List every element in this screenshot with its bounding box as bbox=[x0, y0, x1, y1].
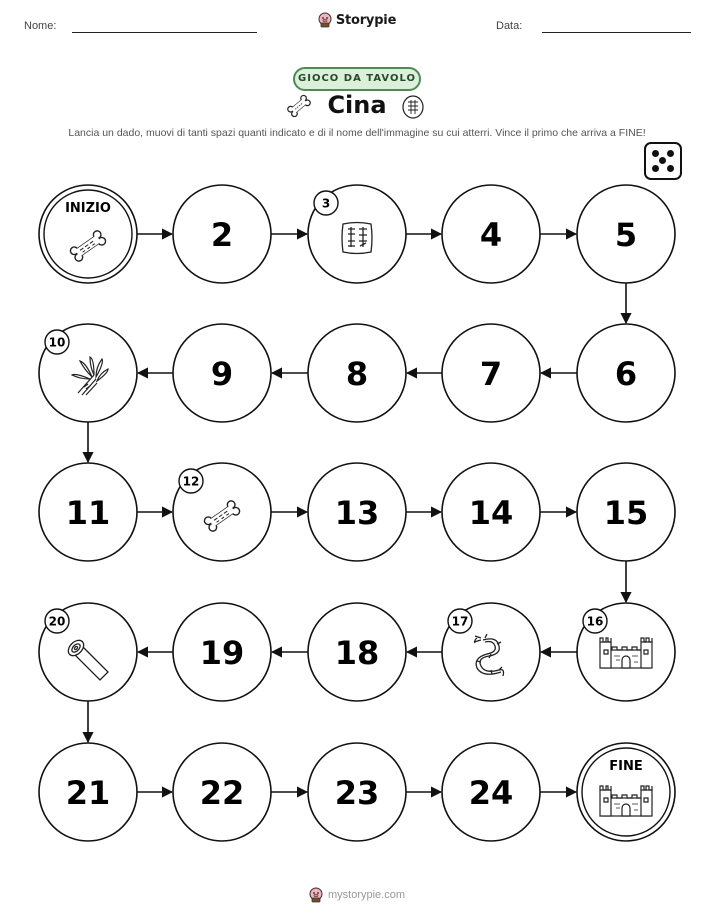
space-number: 24 bbox=[468, 774, 514, 812]
board-space-11[interactable] bbox=[39, 463, 137, 561]
space-number: 13 bbox=[334, 494, 380, 532]
space-number: 7 bbox=[479, 355, 503, 393]
game-type-badge: GIOCO DA TAVOLO bbox=[293, 67, 421, 91]
board-space-19[interactable] bbox=[173, 603, 271, 701]
board-space-25[interactable] bbox=[577, 743, 675, 841]
space-number: 14 bbox=[468, 494, 514, 532]
board-space-9[interactable] bbox=[173, 324, 271, 422]
board-space-13[interactable] bbox=[308, 463, 406, 561]
space-number: 18 bbox=[334, 634, 380, 672]
board-space-20[interactable] bbox=[39, 603, 137, 701]
space-number: 6 bbox=[614, 355, 638, 393]
space-number: 4 bbox=[479, 216, 503, 254]
board-space-24[interactable] bbox=[442, 743, 540, 841]
space-number: 21 bbox=[65, 774, 111, 812]
footer bbox=[0, 887, 714, 907]
board-space-14[interactable] bbox=[442, 463, 540, 561]
board-space-2[interactable] bbox=[173, 185, 271, 283]
board-space-23[interactable] bbox=[308, 743, 406, 841]
space-number: 2 bbox=[210, 216, 234, 254]
board-space-15[interactable] bbox=[577, 463, 675, 561]
board-space-10[interactable] bbox=[39, 324, 137, 422]
space-number: 19 bbox=[199, 634, 245, 672]
board-space-6[interactable] bbox=[577, 324, 675, 422]
instructions-text: Lancia un dado, muovi di tanti spazi quanti indicato e di il nome dell'immagine su cui atterri. Vince il primo che arriva a FINE! bbox=[68, 127, 646, 139]
board-space-18[interactable] bbox=[308, 603, 406, 701]
board-space-3[interactable] bbox=[308, 185, 406, 283]
board-space-16[interactable] bbox=[577, 603, 675, 701]
space-number: 15 bbox=[603, 494, 649, 532]
pig-mascot-icon bbox=[309, 887, 323, 903]
space-number: 16 bbox=[586, 614, 604, 629]
board-space-1[interactable] bbox=[39, 185, 137, 283]
brand-name: Storypie bbox=[335, 12, 397, 28]
space-number: 8 bbox=[345, 355, 369, 393]
space-number: 11 bbox=[65, 494, 111, 532]
space-number: 17 bbox=[451, 614, 469, 629]
start-label: INIZIO bbox=[65, 201, 111, 216]
board-space-4[interactable] bbox=[442, 185, 540, 283]
name-label: Nome: bbox=[24, 20, 57, 32]
page-title: Cina bbox=[327, 91, 387, 119]
finish-label: FINE bbox=[609, 759, 643, 774]
board-space-21[interactable] bbox=[39, 743, 137, 841]
space-number: 20 bbox=[48, 614, 66, 629]
space-number: 12 bbox=[182, 474, 200, 489]
board-space-22[interactable] bbox=[173, 743, 271, 841]
space-number: 22 bbox=[199, 774, 245, 812]
board-space-8[interactable] bbox=[308, 324, 406, 422]
board-space-7[interactable] bbox=[442, 324, 540, 422]
seal-icon bbox=[342, 223, 372, 254]
space-number: 3 bbox=[321, 196, 331, 211]
space-number: 23 bbox=[334, 774, 380, 812]
space-number: 5 bbox=[614, 216, 638, 254]
footer-site: mystorypie.com bbox=[327, 889, 406, 901]
board-space-5[interactable] bbox=[577, 185, 675, 283]
board-space-12[interactable] bbox=[173, 463, 271, 561]
date-label: Data: bbox=[496, 20, 523, 32]
board-space-17[interactable] bbox=[442, 603, 540, 701]
space-number: 10 bbox=[48, 335, 66, 350]
space-number: 9 bbox=[210, 355, 234, 393]
